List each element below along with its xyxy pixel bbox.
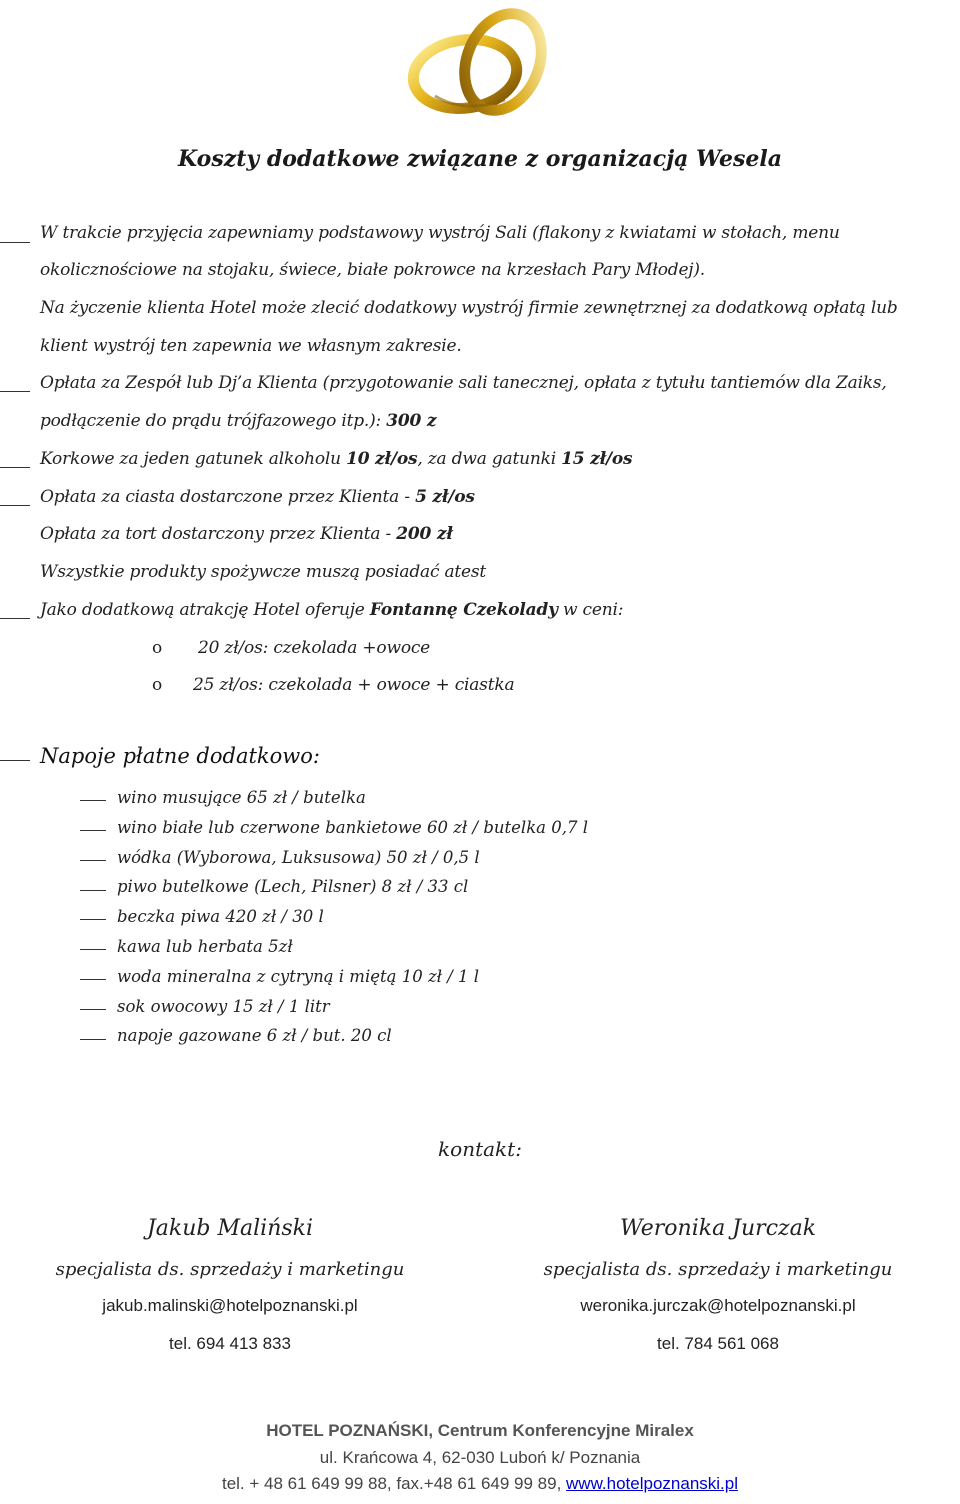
drink-item: wino białe lub czerwone bankietowe 60 zł / butelka 0,7 l	[117, 818, 589, 837]
drink-item: sok owocowy 15 zł / 1 litr	[117, 997, 330, 1016]
drink-item: wódka (Wyborowa, Luksusowa) 50 zł / 0,5 l	[117, 848, 480, 867]
fountain-option-2: 25 zł/os: czekolada + owoce + ciastka	[193, 675, 515, 695]
contact-card-weronika	[508, 1216, 928, 1354]
fountain-option-1: 20 zł/os: czekolada +owoce	[198, 638, 431, 658]
drink-item: woda mineralna z cytryną i miętą 10 zł / 1 l	[117, 967, 480, 986]
website-link[interactable]: www.hotelpoznanski.pl	[566, 1474, 739, 1493]
corkage-text-mid: , za dwa gatunki	[417, 449, 562, 469]
circle-bullet: o	[152, 675, 163, 695]
list-dash	[0, 391, 30, 392]
corkage-price-two: 15 zł/os	[561, 449, 633, 469]
decor-text-line3: Na życzenie klienta Hotel może zlecić dodatkowy wystrój firmie zewnętrznej za dodatkową opłatą lub	[40, 298, 898, 318]
list-dash	[80, 1039, 106, 1040]
drink-item: napoje gazowane 6 zł / but. 20 cl	[117, 1026, 392, 1045]
contact-name: Jakub Maliński	[146, 1216, 314, 1241]
cakes-fee-price: 5 zł/os	[415, 487, 475, 507]
contact-card-jakub	[20, 1216, 440, 1354]
band-fee-text: podłączenie do prądu trójfazowego itp.):	[40, 411, 387, 431]
list-dash	[0, 467, 30, 468]
corkage-line	[40, 449, 632, 469]
drink-item: wino musujące 65 zł / butelka	[117, 788, 366, 807]
wedding-rings-logo	[395, 4, 565, 130]
contact-phone: tel. 784 561 068	[657, 1334, 779, 1353]
tort-fee-line	[40, 524, 453, 544]
corkage-price-one: 10 zł/os	[346, 449, 418, 469]
atest-note: Wszystkie produkty spożywcze muszą posiadać atest	[40, 562, 487, 582]
contact-email[interactable]: weronika.jurczak@hotelpoznanski.pl	[580, 1296, 856, 1315]
tort-fee-text: Opłata za tort dostarczony przez Klienta -	[40, 524, 397, 544]
decor-text-line4: klient wystrój ten zapewnia we własnym zakresie.	[40, 336, 462, 356]
drink-item: piwo butelkowe (Lech, Pilsner) 8 zł / 33 cl	[117, 877, 469, 896]
list-dash	[80, 830, 106, 831]
fountain-text: Jako dodatkową atrakcję Hotel oferuje	[40, 600, 370, 620]
cakes-fee-line	[40, 487, 475, 507]
contact-name: Weronika Jurczak	[619, 1216, 817, 1241]
contact-email[interactable]: jakub.malinski@hotelpoznanski.pl	[102, 1296, 358, 1315]
footer-phones	[0, 1474, 960, 1494]
footer-company: HOTEL POZNAŃSKI, Centrum Konferencyjne Miralex	[266, 1421, 694, 1440]
drinks-heading: Napoje płatne dodatkowo:	[40, 744, 320, 768]
list-dash	[80, 1009, 106, 1010]
list-dash	[80, 949, 106, 950]
contact-role: specjalista ds. sprzedaży i marketingu	[543, 1259, 893, 1280]
cakes-fee-text: Opłata za ciasta dostarczone przez Klienta -	[40, 487, 416, 507]
drink-item: kawa lub herbata 5zł	[117, 937, 293, 956]
contact-phone: tel. 694 413 833	[169, 1334, 291, 1353]
list-dash	[80, 860, 106, 861]
list-dash	[0, 760, 30, 761]
list-dash	[0, 505, 30, 506]
contact-role: specjalista ds. sprzedaży i marketingu	[55, 1259, 405, 1280]
fountain-line	[40, 600, 623, 620]
list-dash	[80, 979, 106, 980]
tort-fee-price: 200 zł	[396, 524, 453, 544]
list-dash	[0, 242, 30, 243]
circle-bullet: o	[152, 638, 163, 658]
drink-item: beczka piwa 420 zł / 30 l	[117, 907, 324, 926]
list-dash	[80, 890, 106, 891]
band-fee-price: 300 z	[386, 411, 437, 431]
list-dash	[80, 800, 106, 801]
footer-phone-fax: tel. + 48 61 649 99 88, fax.+48 61 649 99 89,	[221, 1474, 567, 1493]
band-fee-line1: Opłata za Zespół lub Dj’a Klienta (przygotowanie sali tanecznej, opłata z tytułu tantiemów dla Zaiks,	[40, 373, 887, 393]
band-fee-line2	[40, 411, 436, 431]
footer-address: ul. Krańcowa 4, 62-030 Luboń k/ Poznania	[319, 1448, 641, 1467]
fountain-text-post: w ceni:	[557, 600, 624, 620]
corkage-text: Korkowe za jeden gatunek alkoholu	[40, 449, 347, 469]
decor-text-line2: okolicznościowe na stojaku, świece, białe pokrowce na krzesłach Pary Młodej).	[40, 260, 706, 280]
decor-text-line1: W trakcie przyjęcia zapewniamy podstawowy wystrój Sali (flakony z kwiatami w stołach, menu	[40, 223, 840, 243]
contact-heading: kontakt:	[438, 1137, 522, 1161]
page-title: Koszty dodatkowe związane z organizacją Wesela	[178, 146, 782, 172]
list-dash	[80, 919, 106, 920]
fountain-name: Fontannę Czekolady	[369, 600, 558, 620]
list-dash	[0, 618, 30, 619]
